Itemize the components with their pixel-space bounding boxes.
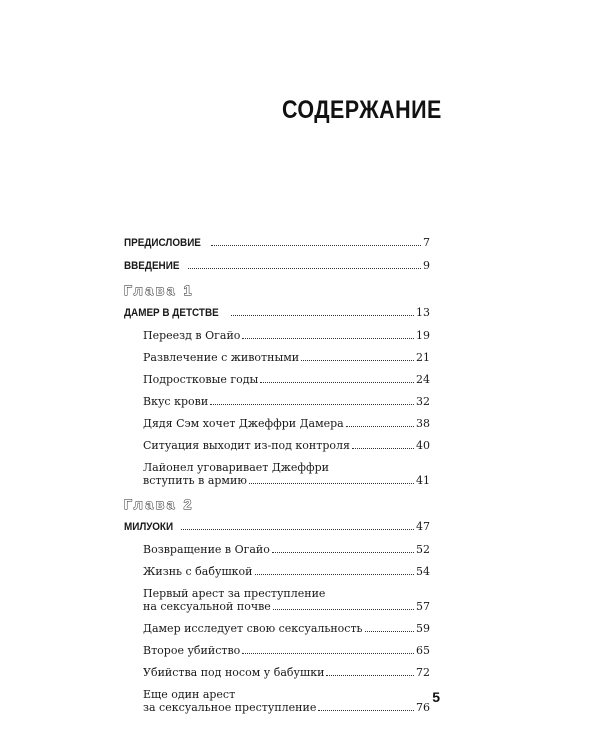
toc-entry-label: Возвращение в Огайо xyxy=(143,543,270,556)
toc-entry-page: 41 xyxy=(416,474,430,487)
toc-entry-page: 9 xyxy=(423,259,430,272)
table-of-contents xyxy=(124,236,430,723)
dot-leader xyxy=(346,426,414,427)
toc-entry[interactable] xyxy=(124,351,430,364)
toc-entry-page: 72 xyxy=(416,666,430,679)
toc-entry-label-line1: Лайонел уговаривает Джеффри xyxy=(143,461,330,474)
toc-entry-label: Ситуация выходит из-под контроля xyxy=(143,439,350,452)
dot-leader xyxy=(242,653,414,654)
toc-entry-label: Жизнь с бабушкой xyxy=(143,565,253,578)
toc-entry-part[interactable] xyxy=(124,520,430,534)
toc-entry-page: 24 xyxy=(416,373,430,386)
toc-entry[interactable] xyxy=(124,666,430,679)
toc-entry-page: 32 xyxy=(416,395,430,408)
dot-leader xyxy=(210,404,414,405)
toc-entry-label: Дядя Сэм хочет Джеффри Дамера xyxy=(143,417,344,430)
toc-entry-page: 76 xyxy=(416,701,430,714)
dot-leader xyxy=(301,360,414,361)
toc-entry-label: Второе убийство xyxy=(143,644,241,657)
toc-entry-page: 47 xyxy=(416,520,430,533)
toc-entry-foreword[interactable] xyxy=(124,236,430,250)
chapter-heading: Глава 1 xyxy=(124,282,195,298)
toc-entry-label: ДАМЕР В ДЕТСТВЕ xyxy=(124,307,219,319)
toc-entry[interactable] xyxy=(124,688,430,714)
toc-entry[interactable] xyxy=(124,439,430,452)
toc-entry-label: Вкус крови xyxy=(143,395,209,408)
page-number: 5 xyxy=(432,689,440,705)
toc-entry-introduction[interactable] xyxy=(124,259,430,273)
toc-entry[interactable] xyxy=(124,587,430,613)
dot-leader xyxy=(255,574,415,575)
toc-entry-page: 57 xyxy=(416,600,430,613)
toc-entry[interactable] xyxy=(124,395,430,408)
toc-entry-part[interactable] xyxy=(124,306,430,320)
toc-entry[interactable] xyxy=(124,329,430,342)
dot-leader xyxy=(249,483,414,484)
toc-entry-label: Убийства под носом у бабушки xyxy=(143,666,325,679)
dot-leader xyxy=(188,268,421,269)
toc-entry-label-line2: на сексуальной почве xyxy=(143,600,271,613)
toc-entry[interactable] xyxy=(124,543,430,556)
dot-leader xyxy=(326,675,414,676)
toc-entry[interactable] xyxy=(124,373,430,386)
toc-entry-label: Переезд в Огайо xyxy=(143,329,241,342)
toc-entry-label: Подростковые годы xyxy=(143,373,259,386)
dot-leader xyxy=(242,338,414,339)
toc-entry[interactable] xyxy=(124,565,430,578)
toc-entry-label: ПРЕДИСЛОВИЕ xyxy=(124,237,201,249)
toc-entry-label: Дамер исследует свою сексуальность xyxy=(143,622,363,635)
toc-entry-label-line1: Еще один арест xyxy=(143,688,236,701)
dot-leader xyxy=(260,382,414,383)
dot-leader xyxy=(365,631,414,632)
toc-entry-page: 65 xyxy=(416,644,430,657)
toc-entry-page: 40 xyxy=(416,439,430,452)
page-title: СОДЕРЖАНИЕ xyxy=(282,96,442,124)
toc-entry-label-line2: за сексуальное преступление xyxy=(143,701,317,714)
toc-entry-label: МИЛУОКИ xyxy=(124,521,174,533)
toc-entry-page: 19 xyxy=(416,329,430,342)
dot-leader xyxy=(318,710,414,711)
toc-entry-label-line2: вступить в армию xyxy=(143,474,247,487)
toc-entry[interactable] xyxy=(124,622,430,635)
toc-entry-page: 59 xyxy=(416,622,430,635)
toc-entry-page: 54 xyxy=(416,565,430,578)
toc-entry-label: ВВЕДЕНИЕ xyxy=(124,260,180,272)
dot-leader xyxy=(231,315,414,316)
toc-entry-page: 52 xyxy=(416,543,430,556)
toc-entry[interactable] xyxy=(124,644,430,657)
toc-entry-page: 21 xyxy=(416,351,430,364)
dot-leader xyxy=(211,245,421,246)
dot-leader xyxy=(352,448,414,449)
toc-entry-page: 7 xyxy=(423,236,430,249)
dot-leader xyxy=(273,609,414,610)
chapter-heading: Глава 2 xyxy=(124,496,195,512)
toc-entry-page: 38 xyxy=(416,417,430,430)
dot-leader xyxy=(181,529,414,530)
dot-leader xyxy=(272,552,414,553)
toc-entry-label-line1: Первый арест за преступление xyxy=(143,587,326,600)
toc-entry-label: Развлечение с животными xyxy=(143,351,300,364)
toc-entry[interactable] xyxy=(124,461,430,487)
toc-entry-page: 13 xyxy=(416,306,430,319)
toc-entry[interactable] xyxy=(124,417,430,430)
